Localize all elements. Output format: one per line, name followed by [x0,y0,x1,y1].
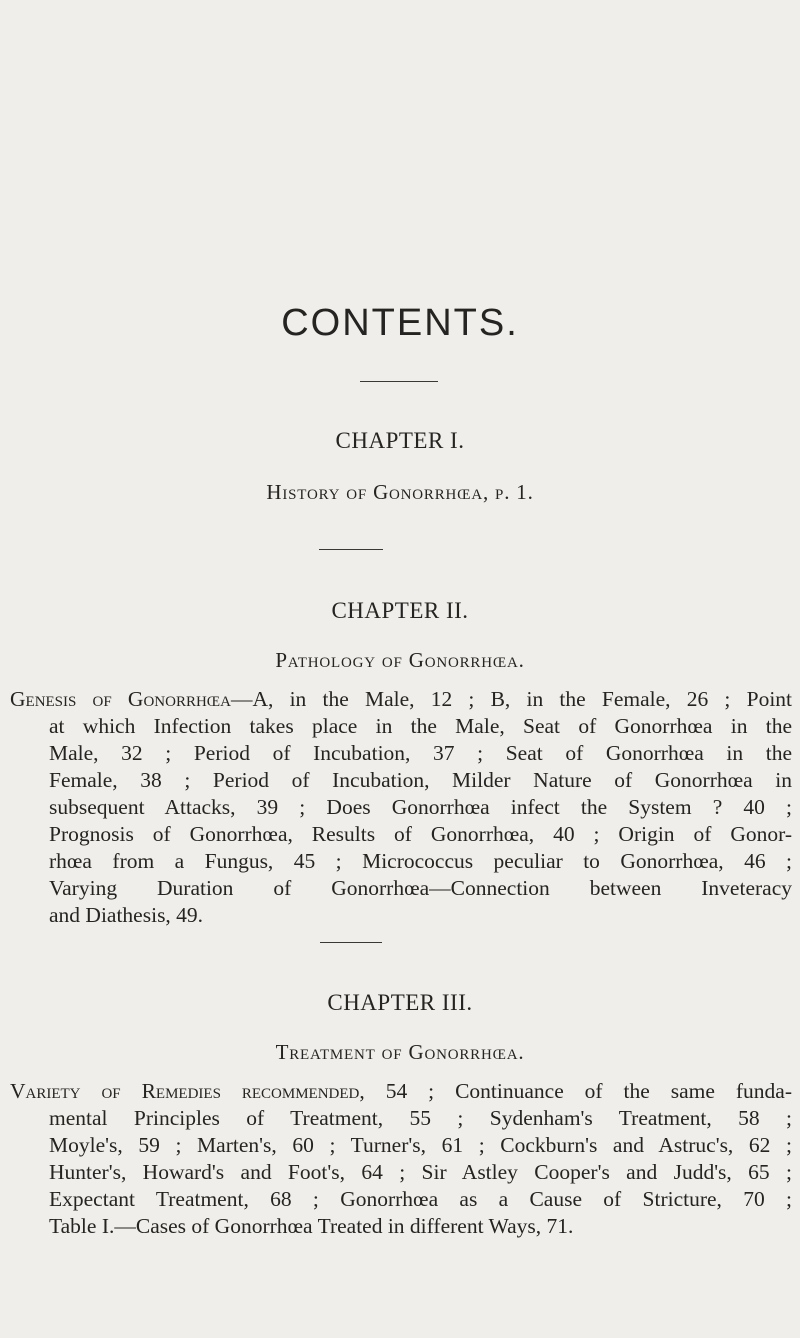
summary-line: Genesis of Gonorrhœa—A, in the Male, 12 ; B, in the Female, 26 ; Point [10,687,793,711]
summary-line: Variety of Remedies recommended, 54 ; Continuance of the same funda- [10,1079,792,1103]
summary-line: subsequent Attacks, 39 ; Does Gonorrhœa infect the System ? 40 ; [49,795,792,819]
summary-line: Moyle's, 59 ; Marten's, 60 ; Turner's, 61 ; Cockburn's and Astruc's, 62 ; [49,1133,792,1157]
chapter-2-title: Pathology of Gonorrhœa. [275,648,525,672]
summary-line: Varying Duration of Gonorrhœa—Connection between Inveteracy [49,876,792,900]
summary-line: rhœa from a Fungus, 45 ; Micrococcus peculiar to Gonorrhœa, 46 ; [49,849,792,873]
summary-line: and Diathesis, 49. [49,903,204,927]
summary-line: Hunter's, Howard's and Foot's, 64 ; Sir Astley Cooper's and Judd's, 65 ; [49,1160,792,1184]
chapter-3-heading: CHAPTER III. [327,990,473,1015]
summary-line: at which Infection takes place in the Male, Seat of Gonorrhœa in the [49,714,792,738]
summary-line: Expectant Treatment, 68 ; Gonorrhœa as a Cause of Stricture, 70 ; [49,1187,792,1211]
summary-line: Table I.—Cases of Gonorrhœa Treated in different Ways, 71. [49,1214,574,1238]
chapter-1-title: History of Gonorrhœa, p. 1. [266,480,534,504]
chapter-3-title: Treatment of Gonorrhœa. [275,1040,525,1064]
divider [319,549,383,550]
summary-line: Female, 38 ; Period of Incubation, Milder Nature of Gonorrhœa in [49,768,792,792]
summary-lead: Variety of Remedies recommended, [10,1079,365,1103]
summary-line: Male, 32 ; Period of Incubation, 37 ; Seat of Gonorrhœa in the [49,741,792,765]
divider [320,942,382,943]
summary-line: Prognosis of Gonorrhœa, Results of Gonorrhœa, 40 ; Origin of Gonor- [49,822,792,846]
summary-lead: Genesis of Gonorrhœa— [10,687,253,711]
page-title: CONTENTS. [281,302,519,344]
divider [360,381,438,382]
summary-line: mental Principles of Treatment, 55 ; Sydenham's Treatment, 58 ; [49,1106,792,1130]
chapter-1-heading: CHAPTER I. [335,428,465,453]
chapter-2-heading: CHAPTER II. [331,598,469,623]
